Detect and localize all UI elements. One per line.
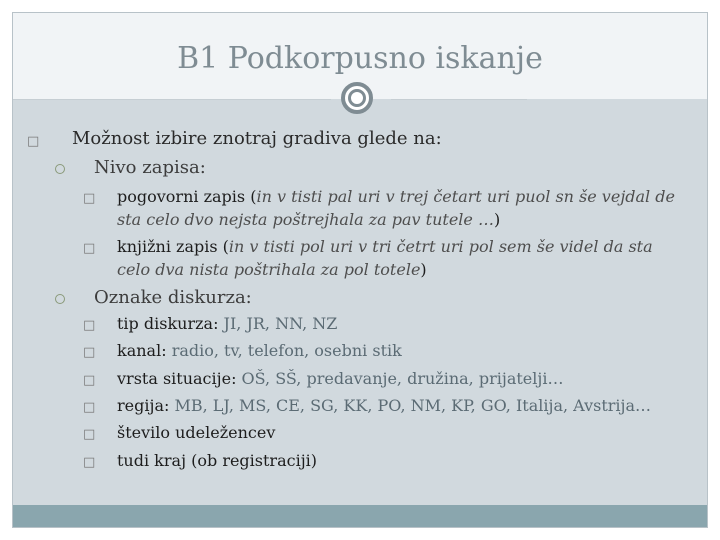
circle-ornament-icon <box>341 82 373 114</box>
list-item <box>117 312 337 335</box>
list-item-values: JI, JR, NN, NZ <box>223 314 338 333</box>
square-bullet-icon: □ <box>83 241 96 256</box>
list-item <box>117 185 687 231</box>
list-item-label: vrsta situacije: <box>117 369 237 388</box>
list-item <box>117 339 402 362</box>
section-oznake-diskurza: Oznake diskurza: <box>94 287 252 308</box>
list-item-close: ) <box>420 260 427 279</box>
list-item-label: tudi kraj (ob registraciji) <box>117 451 318 470</box>
list-item <box>117 449 317 472</box>
square-bullet-icon: □ <box>83 427 96 442</box>
ring-bullet-icon <box>55 164 65 174</box>
list-item-values: radio, tv, telefon, osebni stik <box>171 341 402 360</box>
ring-bullet-icon <box>55 294 65 304</box>
main-heading: Možnost izbire znotraj gradiva glede na: <box>72 128 442 149</box>
list-item-values: OŠ, SŠ, predavanje, družina, prijatelji… <box>241 369 564 388</box>
list-item-example: in v tisti pal uri v trej četart uri puol sn še vejdal de sta celo dvo nejsta poštrejhala za pav tutele … <box>117 187 675 229</box>
slide <box>12 12 708 528</box>
square-bullet-icon: □ <box>83 455 96 470</box>
section-nivo-zapisa: Nivo zapisa: <box>94 157 206 178</box>
circle-ornament-inner <box>348 89 366 107</box>
list-item-label: tip diskurza: <box>117 314 219 333</box>
list-item-label: kanal: <box>117 341 167 360</box>
list-item-label: knjižni zapis ( <box>117 237 229 256</box>
page-title: B1 Podkorpusno iskanje <box>177 41 543 76</box>
list-item-values: MB, LJ, MS, CE, SG, KK, PO, NM, KP, GO, Italija, Avstrija… <box>169 396 652 415</box>
square-bullet-icon: □ <box>83 318 96 333</box>
list-item <box>117 421 275 444</box>
list-item <box>117 235 687 281</box>
list-item-label: število udeležencev <box>117 423 276 442</box>
list-item <box>117 367 563 390</box>
title-divider-left <box>13 99 331 100</box>
list-item-close: ) <box>493 210 501 229</box>
square-bullet-icon: □ <box>27 134 40 149</box>
square-bullet-icon: □ <box>83 345 96 360</box>
list-item-label: regija: <box>117 396 170 415</box>
square-bullet-icon: □ <box>83 191 96 206</box>
square-bullet-icon: □ <box>83 400 96 415</box>
bottom-bar <box>13 505 707 527</box>
list-item <box>117 394 651 417</box>
square-bullet-icon: □ <box>83 373 96 388</box>
list-item-label: pogovorni zapis ( <box>117 187 257 206</box>
list-item-example: in v tisti pol uri v tri četrt uri pol sem še videl da sta celo dva nista poštrihala za pol totele <box>117 237 653 279</box>
title-divider-right <box>391 99 527 100</box>
